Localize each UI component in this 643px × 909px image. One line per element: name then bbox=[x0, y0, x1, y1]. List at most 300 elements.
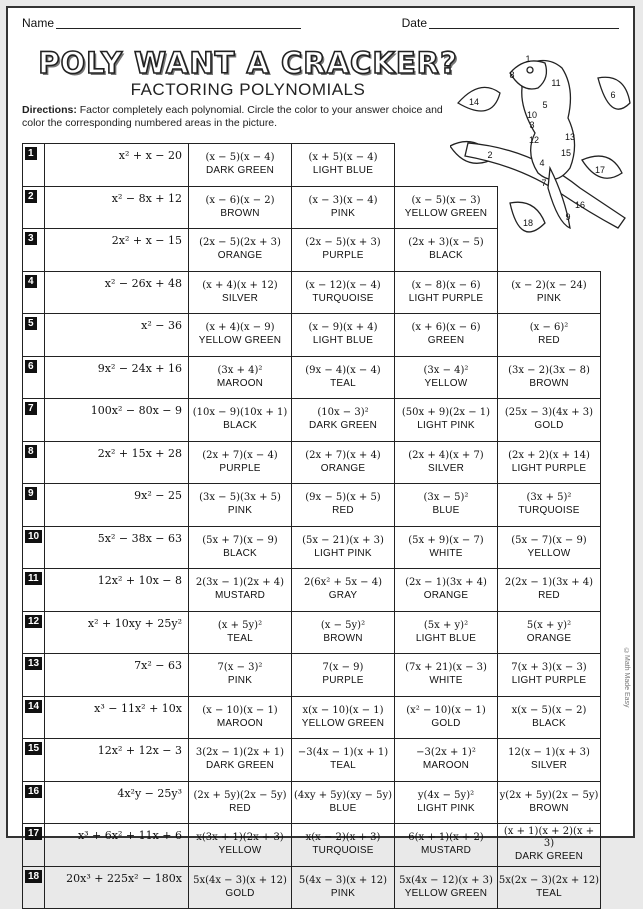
picture-number: 4 bbox=[539, 158, 545, 168]
answer-choice[interactable] bbox=[189, 696, 292, 739]
problem-number-label: 4 bbox=[25, 275, 37, 288]
answer-expression: (2x − 1)(3x + 4) bbox=[405, 577, 487, 589]
problem-number bbox=[23, 696, 45, 739]
table-row bbox=[23, 186, 601, 229]
answer-color: LIGHT PURPLE bbox=[511, 675, 587, 687]
problem-number-label: 16 bbox=[25, 785, 42, 798]
answer-choice[interactable] bbox=[292, 569, 395, 612]
problem-number-label: 13 bbox=[25, 657, 42, 670]
answer-choice[interactable] bbox=[292, 739, 395, 782]
answer-choice[interactable] bbox=[189, 399, 292, 442]
answer-color: YELLOW GREEN bbox=[198, 335, 282, 347]
empty-cell bbox=[395, 144, 498, 187]
answer-color: BROWN bbox=[323, 632, 363, 644]
answer-expression: (2x + 3)(x − 5) bbox=[408, 237, 484, 249]
answer-color: YELLOW GREEN bbox=[301, 717, 385, 729]
answer-expression: (2x − 5)(2x + 3) bbox=[199, 237, 281, 249]
answer-choice[interactable] bbox=[189, 484, 292, 527]
answer-choice[interactable] bbox=[395, 866, 498, 909]
answer-color: BLACK bbox=[532, 717, 566, 729]
answer-choice[interactable] bbox=[189, 271, 292, 314]
directions-label: Directions: bbox=[22, 104, 77, 116]
answer-color: ORANGE bbox=[526, 632, 572, 644]
problem-expression: x² − 26x + 48 bbox=[45, 271, 189, 314]
answer-color: SILVER bbox=[221, 292, 259, 304]
page-title: POLY WANT A CRACKER? bbox=[38, 46, 458, 80]
answer-color: PURPLE bbox=[322, 675, 364, 687]
problem-number-label: 1 bbox=[25, 147, 37, 160]
picture-number: 13 bbox=[564, 132, 576, 142]
picture-number: 5 bbox=[542, 100, 548, 110]
answer-expression: (x + 1)(x + 2)(x + 3) bbox=[503, 826, 595, 850]
problem-expression: 7x² − 63 bbox=[45, 654, 189, 697]
answer-color: GREEN bbox=[427, 335, 465, 347]
problem-number bbox=[23, 314, 45, 357]
answer-expression: (3x − 2)(3x − 8) bbox=[508, 364, 590, 376]
answer-choice[interactable] bbox=[498, 611, 601, 654]
answer-color: TURQUOISE bbox=[312, 292, 374, 304]
answer-expression: (2x + 7)(x − 4) bbox=[202, 449, 278, 461]
table-row bbox=[23, 696, 601, 739]
answer-expression: (9x − 5)(x + 5) bbox=[305, 492, 381, 504]
picture-number: 7 bbox=[541, 178, 547, 188]
problem-number bbox=[23, 781, 45, 824]
answer-color: DARK GREEN bbox=[205, 760, 275, 772]
problem-expression: x² + x − 20 bbox=[45, 144, 189, 187]
answer-choice[interactable] bbox=[395, 739, 498, 782]
answer-expression: 7(x + 3)(x − 3) bbox=[511, 662, 587, 674]
answer-color: LIGHT PURPLE bbox=[408, 292, 484, 304]
answer-expression: (x − 5)(x − 4) bbox=[205, 152, 275, 164]
answer-color: PINK bbox=[330, 207, 356, 219]
answer-expression: 2(2x − 1)(3x + 4) bbox=[504, 577, 594, 589]
answer-choice[interactable] bbox=[292, 314, 395, 357]
answer-expression: (5x + 9)(x − 7) bbox=[408, 534, 484, 546]
answer-expression: (25x − 3)(4x + 3) bbox=[504, 407, 594, 419]
answer-expression: (2x + 4)(x + 7) bbox=[408, 449, 484, 461]
answer-color: ORANGE bbox=[320, 462, 366, 474]
answer-choice[interactable] bbox=[189, 229, 292, 272]
answer-color: MAROON bbox=[216, 377, 264, 389]
answer-choice[interactable] bbox=[189, 611, 292, 654]
answer-expression: 7(x − 9) bbox=[322, 662, 364, 674]
problem-number bbox=[23, 484, 45, 527]
answer-choice[interactable] bbox=[395, 654, 498, 697]
answer-choice[interactable] bbox=[395, 441, 498, 484]
picture-number: 17 bbox=[594, 165, 606, 175]
answer-color: DARK GREEN bbox=[205, 165, 275, 177]
answer-color: GOLD bbox=[534, 420, 564, 432]
problem-number-label: 12 bbox=[25, 615, 42, 628]
answer-color: BROWN bbox=[220, 207, 260, 219]
answer-expression: 5x(4x − 3)(x + 12) bbox=[193, 874, 287, 886]
answer-color: LIGHT PINK bbox=[417, 420, 475, 432]
answer-expression: (x + 5y)² bbox=[217, 619, 263, 631]
table-row bbox=[23, 611, 601, 654]
answer-expression: y(4x − 5y)² bbox=[417, 789, 475, 801]
picture-number: 10 bbox=[526, 110, 538, 120]
answer-expression: (x − 12)(x − 4) bbox=[305, 279, 381, 291]
answer-expression: 3(2x − 1)(2x + 1) bbox=[195, 747, 285, 759]
answer-choice[interactable] bbox=[189, 441, 292, 484]
answer-choice[interactable] bbox=[498, 526, 601, 569]
answer-expression: x(x − 10)(x − 1) bbox=[302, 704, 384, 716]
answer-expression: 7(x − 3)² bbox=[217, 662, 263, 674]
name-date-bar bbox=[22, 16, 619, 30]
answer-expression: 5(4x − 3)(x + 12) bbox=[298, 874, 388, 886]
table-row bbox=[23, 399, 601, 442]
answer-expression: (x + 5)(x − 4) bbox=[308, 152, 378, 164]
answer-choice[interactable] bbox=[292, 271, 395, 314]
picture-number: 8 bbox=[509, 70, 515, 80]
page-subtitle: FACTORING POLYNOMIALS bbox=[130, 80, 366, 99]
answer-choice[interactable] bbox=[498, 654, 601, 697]
problem-number-label: 2 bbox=[25, 190, 37, 203]
answer-color: YELLOW bbox=[218, 845, 262, 857]
answer-expression: (x − 6)² bbox=[529, 322, 569, 334]
answer-color: TEAL bbox=[330, 760, 356, 772]
empty-cell bbox=[498, 229, 601, 272]
empty-cell bbox=[498, 186, 601, 229]
copyright: ©Math Made Easy bbox=[623, 648, 630, 708]
answer-color: SILVER bbox=[427, 462, 465, 474]
answer-color: GRAY bbox=[328, 590, 358, 602]
answer-choice[interactable] bbox=[395, 611, 498, 654]
answer-color: BLUE bbox=[432, 505, 460, 517]
answer-expression: 2(3x − 1)(2x + 4) bbox=[195, 577, 285, 589]
answer-choice[interactable] bbox=[498, 696, 601, 739]
answer-expression: (2x + 2)(x + 14) bbox=[508, 449, 590, 461]
answer-color: SILVER bbox=[530, 760, 568, 772]
answer-color: PINK bbox=[227, 675, 253, 687]
answer-choice[interactable] bbox=[498, 866, 601, 909]
answer-color: YELLOW bbox=[424, 377, 468, 389]
answer-expression: (x − 8)(x − 6) bbox=[411, 279, 481, 291]
answer-choice[interactable] bbox=[189, 654, 292, 697]
answer-choice[interactable] bbox=[498, 824, 601, 867]
answer-expression: (3x − 5)² bbox=[423, 492, 469, 504]
answer-choice[interactable] bbox=[189, 144, 292, 187]
problem-expression: 9x² − 25 bbox=[45, 484, 189, 527]
answer-choice[interactable] bbox=[498, 569, 601, 612]
table-row bbox=[23, 484, 601, 527]
problem-number-label: 6 bbox=[25, 360, 37, 373]
picture-number: 9 bbox=[565, 212, 571, 222]
table-row bbox=[23, 229, 601, 272]
answer-color: WHITE bbox=[429, 547, 463, 559]
answer-expression: x(x − 5)(x − 2) bbox=[511, 704, 587, 716]
answer-choice[interactable] bbox=[292, 611, 395, 654]
answer-color: LIGHT BLUE bbox=[312, 165, 374, 177]
answer-expression: (3x + 5)² bbox=[526, 492, 572, 504]
answer-color: GOLD bbox=[431, 717, 461, 729]
problem-number bbox=[23, 441, 45, 484]
answer-choice[interactable] bbox=[498, 484, 601, 527]
table-row bbox=[23, 526, 601, 569]
answer-expression: 5x(2x − 3)(2x + 12) bbox=[498, 874, 600, 886]
answer-expression: (5x − 21)(x + 3) bbox=[302, 534, 384, 546]
problem-expression: x² − 8x + 12 bbox=[45, 186, 189, 229]
answer-choice[interactable] bbox=[292, 824, 395, 867]
answer-color: LIGHT PINK bbox=[314, 547, 372, 559]
table-row bbox=[23, 144, 601, 187]
answer-choice[interactable] bbox=[395, 399, 498, 442]
picture-number: 11 bbox=[551, 78, 561, 88]
answer-color: TEAL bbox=[227, 632, 253, 644]
answer-color: MUSTARD bbox=[214, 590, 266, 602]
name-field[interactable] bbox=[56, 16, 301, 29]
answer-choice[interactable] bbox=[395, 526, 498, 569]
answer-color: RED bbox=[332, 505, 354, 517]
answer-color: PINK bbox=[227, 505, 253, 517]
answer-color: YELLOW GREEN bbox=[404, 207, 488, 219]
answer-choice[interactable] bbox=[292, 484, 395, 527]
answer-choice[interactable] bbox=[292, 526, 395, 569]
problem-expression: 9x² − 24x + 16 bbox=[45, 356, 189, 399]
problem-number-label: 11 bbox=[25, 572, 42, 585]
answer-color: TURQUOISE bbox=[518, 505, 580, 517]
answer-choice[interactable] bbox=[189, 824, 292, 867]
answer-table bbox=[22, 143, 601, 909]
answer-expression: (9x − 4)(x − 4) bbox=[305, 364, 381, 376]
answer-choice[interactable] bbox=[498, 739, 601, 782]
answer-expression: (x² − 10)(x − 1) bbox=[406, 704, 486, 716]
answer-expression: x(3x + 1)(2x + 3) bbox=[196, 832, 284, 844]
answer-choice[interactable] bbox=[292, 144, 395, 187]
answer-color: MAROON bbox=[422, 760, 470, 772]
answer-color: TURQUOISE bbox=[312, 845, 374, 857]
answer-choice[interactable] bbox=[395, 186, 498, 229]
table-row bbox=[23, 824, 601, 867]
answer-color: RED bbox=[538, 335, 560, 347]
answer-color: TEAL bbox=[536, 887, 562, 899]
answer-choice[interactable] bbox=[292, 781, 395, 824]
problem-number-label: 5 bbox=[25, 317, 37, 330]
answer-color: RED bbox=[229, 802, 251, 814]
answer-expression: (2x + 7)(x + 4) bbox=[305, 449, 381, 461]
answer-expression: (x + 4)(x + 12) bbox=[202, 279, 278, 291]
problem-expression: 20x³ + 225x² − 180x bbox=[45, 866, 189, 909]
answer-expression: −3(4x − 1)(x + 1) bbox=[297, 747, 389, 759]
problem-expression: 2x² + x − 15 bbox=[45, 229, 189, 272]
problem-number-label: 8 bbox=[25, 445, 37, 458]
problem-number bbox=[23, 824, 45, 867]
answer-choice[interactable] bbox=[498, 356, 601, 399]
answer-color: ORANGE bbox=[217, 250, 263, 262]
answer-color: YELLOW GREEN bbox=[404, 887, 488, 899]
picture-number: 15 bbox=[560, 148, 572, 158]
problem-number-label: 7 bbox=[25, 402, 37, 415]
picture-number: 18 bbox=[522, 218, 534, 228]
answer-expression: (x − 2)(x − 24) bbox=[511, 279, 587, 291]
answer-choice[interactable] bbox=[292, 229, 395, 272]
problem-number bbox=[23, 739, 45, 782]
answer-choice[interactable] bbox=[395, 569, 498, 612]
directions bbox=[22, 104, 452, 130]
answer-choice[interactable] bbox=[292, 696, 395, 739]
problem-number bbox=[23, 144, 45, 187]
answer-color: LIGHT PINK bbox=[417, 802, 475, 814]
problem-number-label: 3 bbox=[25, 232, 37, 245]
table-row bbox=[23, 739, 601, 782]
problem-number-label: 18 bbox=[25, 870, 42, 883]
date-field[interactable] bbox=[429, 16, 619, 29]
empty-cell bbox=[498, 144, 601, 187]
answer-expression: (x − 6)(x − 2) bbox=[205, 194, 275, 206]
picture-number: 3 bbox=[529, 120, 535, 130]
answer-expression: (5x + y)² bbox=[423, 619, 469, 631]
answer-color: LIGHT PURPLE bbox=[511, 462, 587, 474]
problem-expression: 12x² + 12x − 3 bbox=[45, 739, 189, 782]
problem-expression: 5x² − 38x − 63 bbox=[45, 526, 189, 569]
answer-color: TEAL bbox=[330, 377, 356, 389]
answer-expression: (3x − 5)(3x + 5) bbox=[199, 492, 281, 504]
answer-expression: (x − 9)(x + 4) bbox=[308, 322, 378, 334]
answer-color: ORANGE bbox=[423, 590, 469, 602]
answer-choice[interactable] bbox=[292, 441, 395, 484]
answer-color: BROWN bbox=[529, 377, 569, 389]
answer-choice[interactable] bbox=[498, 271, 601, 314]
answer-choice[interactable] bbox=[395, 229, 498, 272]
date-label: Date bbox=[401, 16, 427, 30]
problem-expression: x² + 10xy + 25y² bbox=[45, 611, 189, 654]
answer-choice[interactable] bbox=[189, 356, 292, 399]
answer-color: GOLD bbox=[225, 887, 255, 899]
answer-choice[interactable] bbox=[189, 781, 292, 824]
answer-color: PINK bbox=[330, 887, 356, 899]
answer-color: LIGHT BLUE bbox=[415, 632, 477, 644]
problem-number bbox=[23, 526, 45, 569]
problem-number bbox=[23, 611, 45, 654]
answer-expression: (x + 4)(x − 9) bbox=[205, 322, 275, 334]
problem-expression: x³ + 6x² + 11x + 6 bbox=[45, 824, 189, 867]
answer-expression: (10x − 3)² bbox=[317, 407, 369, 419]
answer-expression: (4xy + 5y)(xy − 5y) bbox=[293, 789, 393, 801]
problem-number bbox=[23, 399, 45, 442]
answer-expression: (50x + 9)(2x − 1) bbox=[401, 407, 491, 419]
answer-expression: (10x − 9)(10x + 1) bbox=[192, 407, 288, 419]
answer-choice[interactable] bbox=[189, 314, 292, 357]
answer-color: MAROON bbox=[216, 717, 264, 729]
answer-choice[interactable] bbox=[395, 314, 498, 357]
answer-color: BLACK bbox=[223, 420, 257, 432]
answer-color: DARK GREEN bbox=[308, 420, 378, 432]
picture-number: 6 bbox=[610, 90, 616, 100]
problem-number-label: 9 bbox=[25, 487, 37, 500]
worksheet bbox=[6, 6, 635, 899]
answer-choice[interactable] bbox=[189, 739, 292, 782]
answer-expression: 5(x + y)² bbox=[526, 619, 572, 631]
answer-choice[interactable] bbox=[292, 654, 395, 697]
answer-color: BLACK bbox=[429, 250, 463, 262]
answer-choice[interactable] bbox=[189, 866, 292, 909]
answer-choice[interactable] bbox=[395, 781, 498, 824]
table-row bbox=[23, 314, 601, 357]
answer-expression: (x − 10)(x − 1) bbox=[202, 704, 278, 716]
answer-color: YELLOW bbox=[527, 547, 571, 559]
table-row bbox=[23, 441, 601, 484]
problem-number bbox=[23, 271, 45, 314]
answer-choice[interactable] bbox=[292, 356, 395, 399]
problem-number-label: 15 bbox=[25, 742, 42, 755]
problem-expression: 4x²y − 25y³ bbox=[45, 781, 189, 824]
problem-number bbox=[23, 654, 45, 697]
picture-number: 14 bbox=[468, 97, 480, 107]
table-row bbox=[23, 781, 601, 824]
answer-expression: (5x − 7)(x − 9) bbox=[511, 534, 587, 546]
parrot-head bbox=[510, 61, 546, 89]
answer-choice[interactable] bbox=[292, 866, 395, 909]
table-row bbox=[23, 654, 601, 697]
directions-text: Factor completely each polynomial. Circle the color to your answer choice and color the corresponding numbered areas in the picture. bbox=[22, 104, 443, 129]
answer-choice[interactable] bbox=[498, 314, 601, 357]
answer-expression: y(2x + 5y)(2x − 5y) bbox=[499, 789, 599, 801]
answer-expression: (7x + 21)(x − 3) bbox=[405, 662, 487, 674]
answer-choice[interactable] bbox=[498, 399, 601, 442]
answer-expression: x(x − 2)(x + 3) bbox=[305, 832, 381, 844]
answer-color: BROWN bbox=[529, 802, 569, 814]
picture-number: 2 bbox=[487, 150, 493, 160]
problem-number bbox=[23, 186, 45, 229]
answer-expression: (2x − 5)(x + 3) bbox=[305, 237, 381, 249]
answer-choice[interactable] bbox=[292, 186, 395, 229]
answer-expression: 6(x + 1)(x + 2) bbox=[408, 832, 484, 844]
answer-expression: (x − 3)(x − 4) bbox=[308, 194, 378, 206]
problem-number bbox=[23, 229, 45, 272]
problem-expression: x³ − 11x² + 10x bbox=[45, 696, 189, 739]
answer-expression: (2x + 5y)(2x − 5y) bbox=[193, 789, 287, 801]
answer-choice[interactable] bbox=[498, 441, 601, 484]
problem-number bbox=[23, 356, 45, 399]
problem-expression: 2x² + 15x + 28 bbox=[45, 441, 189, 484]
table-row bbox=[23, 356, 601, 399]
answer-expression: 5x(4x − 12)(x + 3) bbox=[399, 874, 493, 886]
problem-expression: 100x² − 80x − 9 bbox=[45, 399, 189, 442]
answer-choice[interactable] bbox=[395, 696, 498, 739]
answer-color: BLACK bbox=[223, 547, 257, 559]
answer-color: PINK bbox=[536, 292, 562, 304]
answer-expression: 12(x − 1)(x + 3) bbox=[508, 747, 590, 759]
table-row bbox=[23, 569, 601, 612]
answer-choice[interactable] bbox=[395, 824, 498, 867]
answer-color: RED bbox=[538, 590, 560, 602]
name-label: Name bbox=[22, 16, 55, 30]
table-row bbox=[23, 271, 601, 314]
problem-number-label: 17 bbox=[25, 827, 42, 840]
answer-expression: (x + 6)(x − 6) bbox=[411, 322, 481, 334]
problem-expression: 12x² + 10x − 8 bbox=[45, 569, 189, 612]
answer-choice[interactable] bbox=[292, 399, 395, 442]
answer-expression: (5x + 7)(x − 9) bbox=[202, 534, 278, 546]
answer-choice[interactable] bbox=[395, 484, 498, 527]
answer-choice[interactable] bbox=[395, 356, 498, 399]
answer-expression: 2(6x² + 5x − 4) bbox=[303, 577, 382, 589]
answer-choice[interactable] bbox=[189, 186, 292, 229]
answer-color: PURPLE bbox=[322, 250, 364, 262]
answer-expression: (x − 5y)² bbox=[320, 619, 366, 631]
answer-choice[interactable] bbox=[395, 271, 498, 314]
answer-choice[interactable] bbox=[189, 526, 292, 569]
problem-number bbox=[23, 866, 45, 909]
problem-number-label: 10 bbox=[25, 530, 42, 543]
problem-expression: x² − 36 bbox=[45, 314, 189, 357]
answer-expression: (3x + 4)² bbox=[217, 364, 263, 376]
problem-number bbox=[23, 569, 45, 612]
answer-choice[interactable] bbox=[498, 781, 601, 824]
answer-choice[interactable] bbox=[189, 569, 292, 612]
answer-color: DARK GREEN bbox=[514, 851, 584, 863]
picture-number: 12 bbox=[528, 135, 540, 145]
